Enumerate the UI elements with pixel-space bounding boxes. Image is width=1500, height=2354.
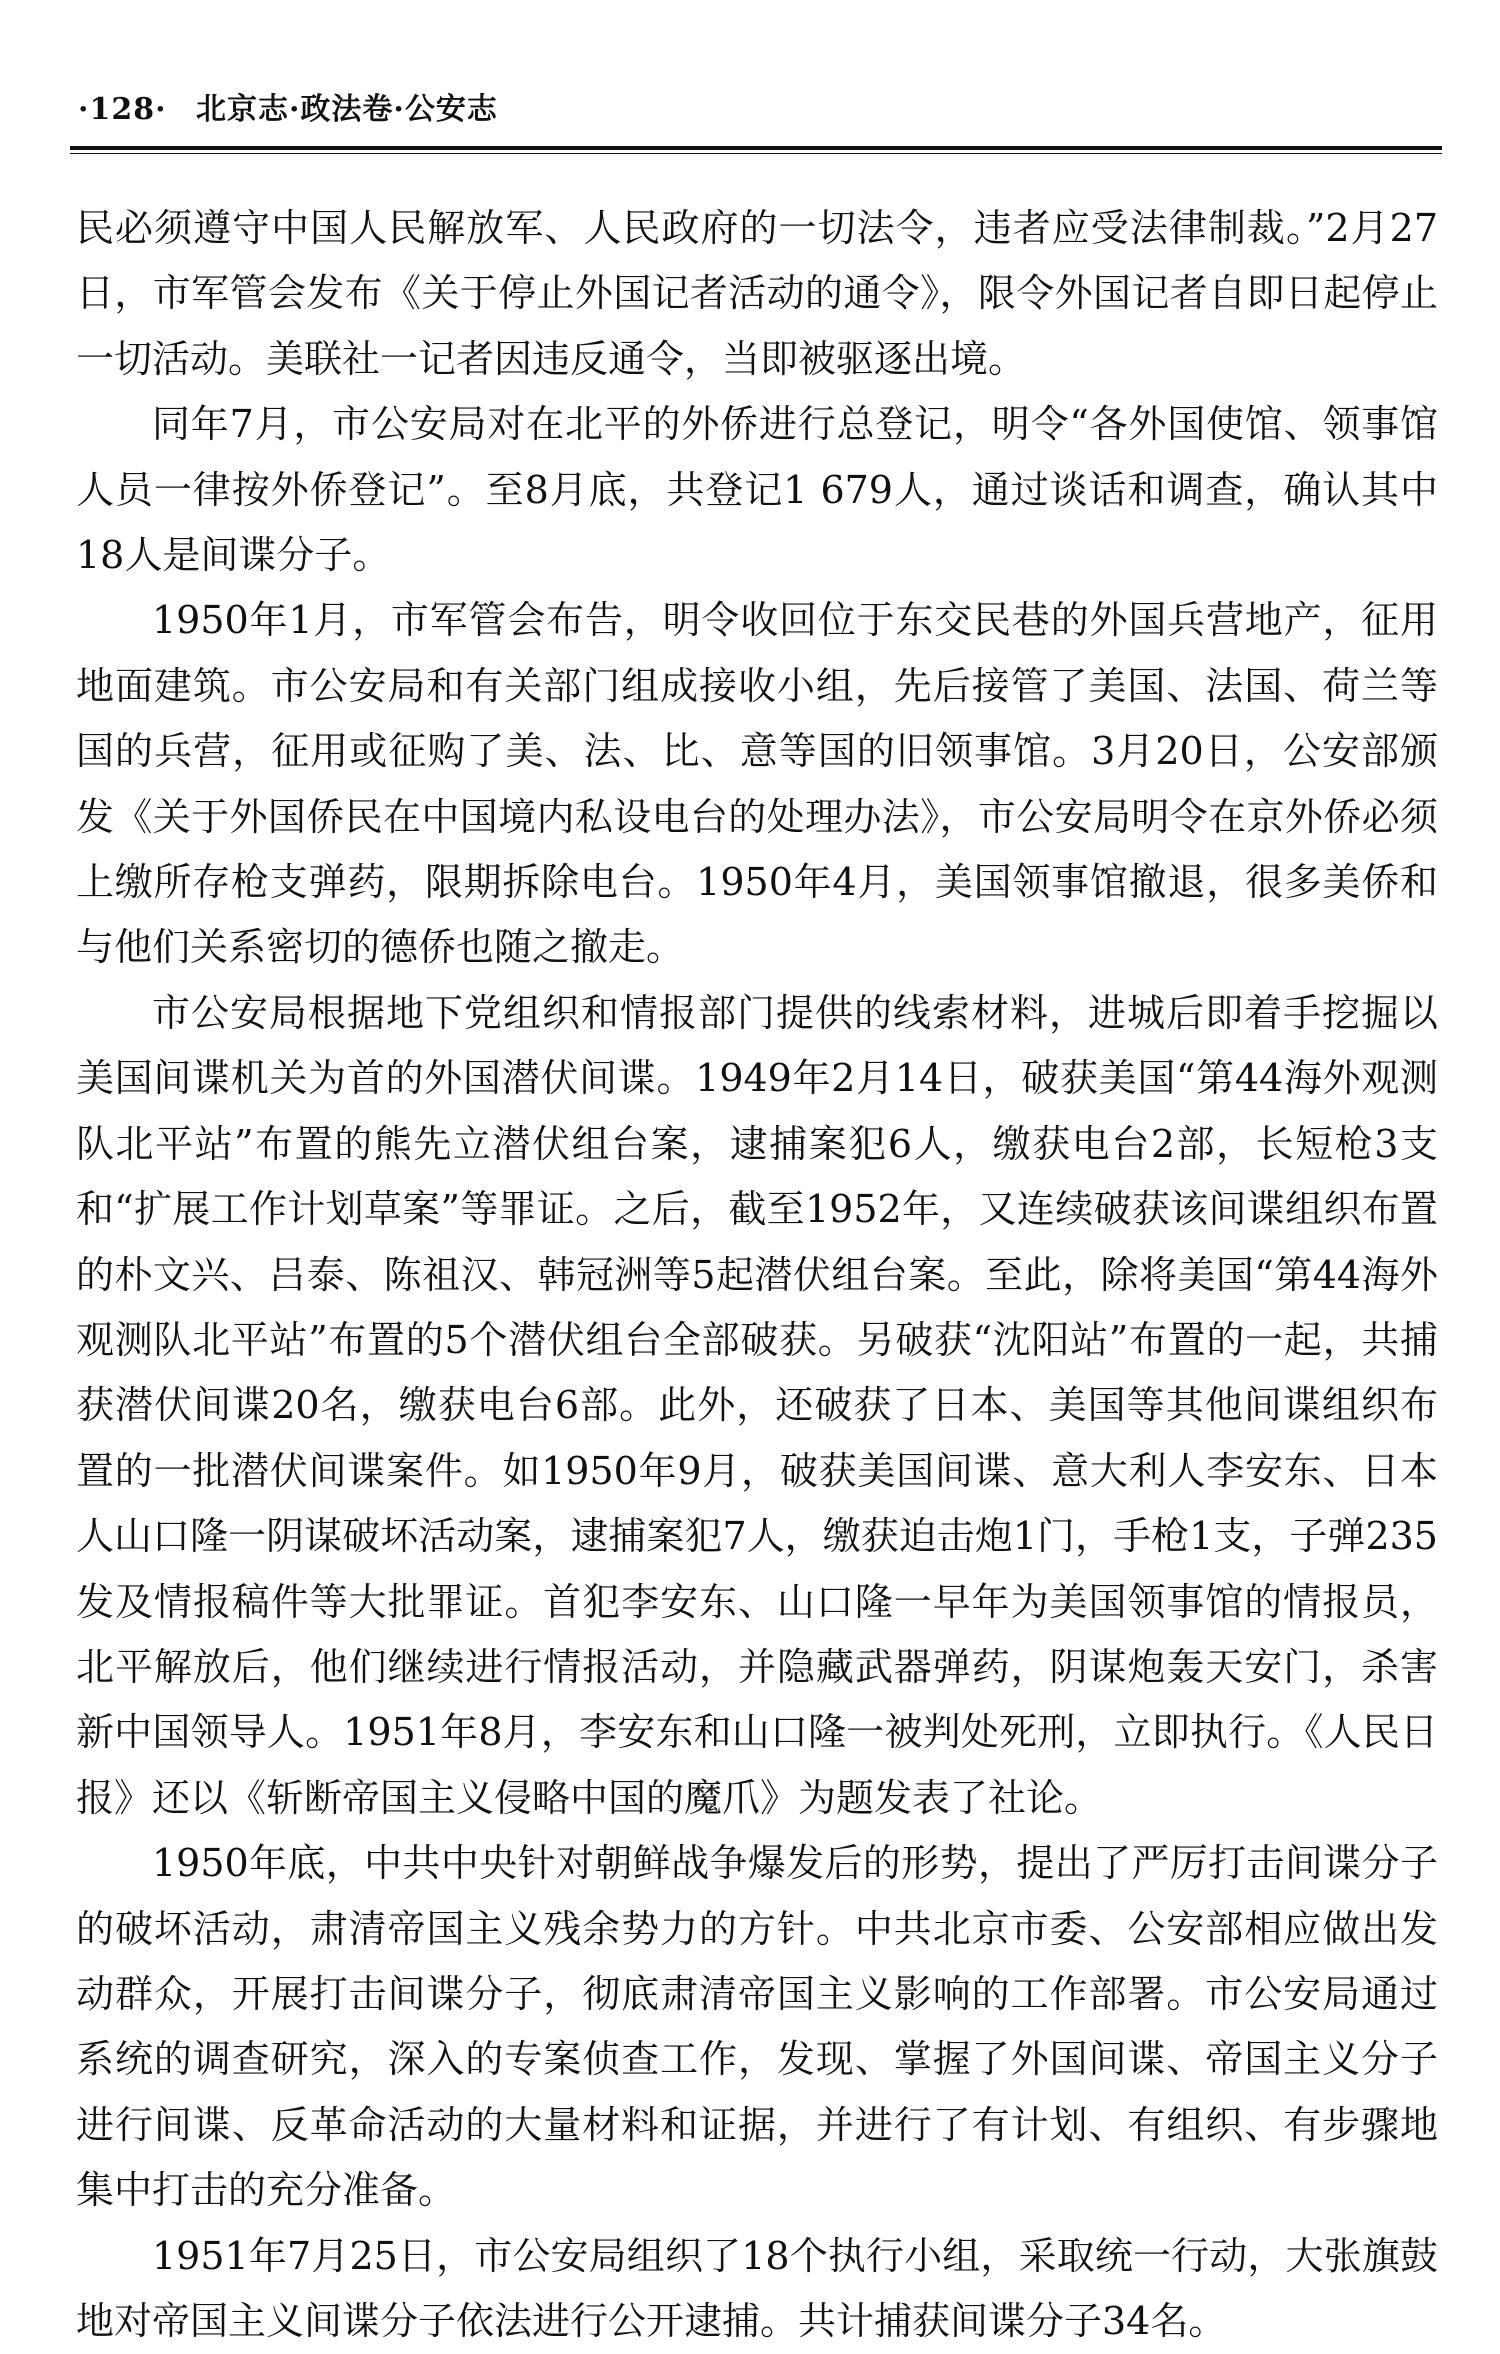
paragraph-alien-registration: 同年7月，市公安局对在北平的外侨进行总登记，明令“各外国使馆、领事馆人员一律按外侨登记”。至8月底，共登记1 679人，通过谈话和调查，确认其中18人是间谍分子。 [76, 402, 1438, 578]
paragraph-spy-cases: 市公安局根据地下党组织和情报部门提供的线索材料，进城后即着手挖掘以美国间谍机关为首的外国潜伏间谍。1949年2月14日，破获美国“第44海外观测队北平站”布置的熊先立潜伏组台案，逮捕案犯6人，缴获电台2部，长短枪3支和“扩展工作计划草案”等罪证。之后，截至1952年，又连续破获该间谍组织布置的朴文兴、吕泰、陈祖汉、韩冠洲等5起潜伏组台案。至此，除将美国“第44海外观测队北平站”布置的5个潜伏组台全部破获。另破获“沈阳站”布置的一起，共捕获潜伏间谍20名，缴获电台6部。此外，还破获了日本、美国等其他间谍组织布置的一批潜伏间谍案件。如1950年9月，破获美国间谍、意大利人李安东、日本人山口隆一阴谋破坏活动案，逮捕案犯7人，缴获迫击炮1门，手枪1支，子弹235发及情报稿件等大批罪证。首犯李安东、山口隆一早年为美国领事馆的情报员，北平解放后，他们继续进行情报活动，并隐藏武器弹药，阴谋炮轰天安门，杀害新中国领导人。1951年8月，李安东和山口隆一被判处死刑，立即执行。《人民日报》还以《斩断帝国主义侵略中国的魔爪》为题发表了社论。 [76, 990, 1438, 1820]
book-title: 北京志·政法卷·公安志 [195, 92, 498, 127]
body-text [76, 196, 1438, 2354]
paragraph-barracks-takeover: 1950年1月，市军管会布告，明令收回位于东交民巷的外国兵营地产，征用地面建筑。市公安局和有关部门组成接收小组，先后接管了美国、法国、荷兰等国的兵营，征用或征购了美、法、比、意等国的旧领事馆。3月20日，公安部颁发《关于外国侨民在中国境内私设电台的处理办法》，市公安局明令在京外侨必须上缴所存枪支弹药，限期拆除电台。1950年4月，美国领事馆撤退，很多美侨和与他们关系密切的德侨也随之撤走。 [76, 598, 1438, 970]
header-rule-thin [70, 153, 1442, 154]
paragraph-continuation: 民必须遵守中国人民解放军、人民政府的一切法令，违者应受法律制裁。”2月27日，市军管会发布《关于停止外国记者活动的通令》，限令外国记者自即日起停止一切活动。美联社一记者因违反通令，当即被驱逐出境。 [76, 206, 1438, 381]
running-header [78, 84, 498, 128]
page-number: ·128· [78, 92, 167, 127]
paragraph-arrests: 1951年7月25日，市公安局组织了18个执行小组，采取统一行动，大张旗鼓地对帝国主义间谍分子依法进行公开逮捕。共计捕获间谍分子34名。 [76, 2233, 1438, 2343]
paragraph-policy: 1950年底，中共中央针对朝鲜战争爆发后的形势，提出了严厉打击间谍分子的破坏活动，肃清帝国主义残余势力的方针。中共北京市委、公安部相应做出发动群众，开展打击间谍分子，彻底肃清帝国主义影响的工作部署。市公安局通过系统的调查研究，深入的专案侦查工作，发现、掌握了外国间谍、帝国主义分子进行间谍、反革命活动的大量材料和证据，并进行了有计划、有组织、有步骤地集中打击的充分准备。 [76, 1841, 1438, 2213]
header-rule-thick [70, 146, 1442, 150]
